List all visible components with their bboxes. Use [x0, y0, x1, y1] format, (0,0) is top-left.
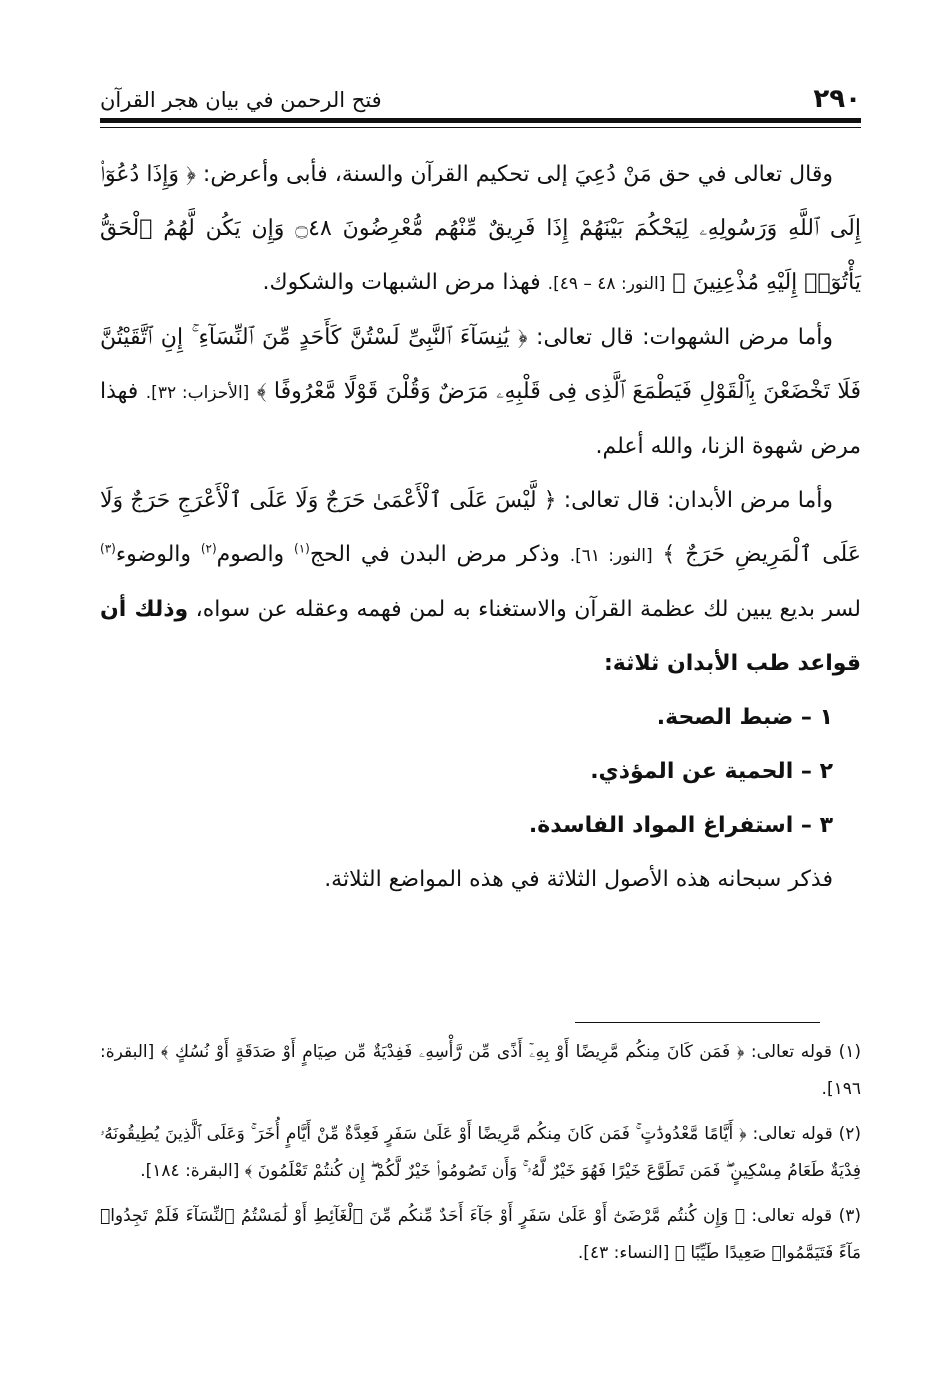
footnote — [100, 1116, 861, 1190]
quran-verse: ﴿ لَّيْسَ عَلَى ٱلْأَعْمَىٰ حَرَجٌ وَلَا عَلَى ٱلْأَعْرَجِ حَرَجٌ وَلَا عَلَى ٱلْمَرِيضِ حَرَجٌ ﴾ — [100, 488, 861, 567]
p3-text-c: والوضوء — [115, 542, 192, 567]
footnote — [100, 1198, 861, 1272]
paragraph-doubts — [100, 148, 861, 311]
footnote — [100, 1034, 861, 1108]
verse-reference: [النور: ٤٨ – ٤٩]. — [547, 274, 666, 294]
verse-reference: [الأحزاب: ٣٢]. — [145, 383, 250, 403]
header-rule-thick — [100, 118, 861, 123]
book-title: فتح الرحمن في بيان هجر القرآن — [100, 88, 382, 112]
paragraph-desires — [100, 311, 861, 474]
verse-reference: [النور: ٦١]. — [569, 546, 653, 566]
footnotes — [100, 1034, 861, 1280]
p3-bold-text: وذلك أن قواعد طب الأبدان ثلاثة: — [100, 597, 861, 676]
footnote-marker: (٢) — [200, 541, 217, 556]
footnote-separator — [575, 1022, 820, 1023]
p3-text-a: وذكر مرض البدن في الحج — [309, 542, 560, 567]
running-header — [100, 76, 861, 116]
footnote-text: قوله تعالى: ﴿ فَمَن كَانَ مِنكُم مَّرِيضًا أَوْ بِهِۦٓ أَذًى مِّن رَّأْسِهِۦ فَفِدْيَةٌ مِّن صِيَامٍ أَوْ صَدَقَةٍ أَوْ نُسُكٍ ﴾ [البقرة: ١٩٦]. — [100, 1042, 861, 1099]
footnote-text: قوله تعالى: ﴿ وَإِن كُنتُم مَّرْضَىٰٓ أَوْ عَلَىٰ سَفَرٍ أَوْ جَآءَ أَحَدٌ مِّنكُم مِّنَ ٱلْغَآئِطِ أَوْ لَٰمَسْتُمُ ٱلنِّسَآءَ فَلَمْ تَجِدُوا۟ مَآءً فَتَيَمَّمُوا۟ صَعِيدًا طَيِّبًا ﴾ [النساء: ٤٣]. — [100, 1206, 861, 1263]
rule-item: ٣ – استفراغ المواد الفاسدة. — [528, 813, 833, 838]
conclusion-paragraph: فذكر سبحانه هذه الأصول الثلاثة في هذه المواضع الثلاثة. — [324, 867, 833, 892]
header-rule-thin — [100, 127, 861, 128]
p1-conclusion: فهذا مرض الشبهات والشكوك. — [262, 270, 541, 295]
paragraph-bodies — [100, 474, 861, 691]
footnote-text: قوله تعالى: ﴿ أَيَّامًا مَّعْدُودَٰتٍ ۚ فَمَن كَانَ مِنكُم مَّرِيضًا أَوْ عَلَىٰ سَفَرٍ فَعِدَّةٌ مِّنْ أَيَّامٍ أُخَرَ ۚ وَعَلَى ٱلَّذِينَ يُطِيقُونَهُۥ فِدْيَةٌ طَعَامُ مِسْكِينٍ ۖ فَمَن تَطَوَّعَ خَيْرًا فَهُوَ خَيْرٌ لَّهُۥ ۚ وَأَن تَصُومُوا۟ خَيْرٌ لَّكُمْ ۖ إِن كُنتُمْ تَعْلَمُونَ ﴾ [البقرة: ١٨٤]. — [100, 1124, 861, 1181]
p2-intro: وأما مرض الشهوات: قال تعالى: — [536, 325, 833, 350]
footnote-number: (٣) — [838, 1206, 861, 1226]
quran-verse: ﴿ وَإِذَا دُعُوٓا۟ إِلَى ٱللَّهِ وَرَسُولِهِۦ لِيَحْكُمَ بَيْنَهُمْ إِذَا فَرِيقٌ مِّنْهُم مُّعْرِضُونَ ۝٤٨ وَإِن يَكُن لَّهُمُ ٱلْحَقُّ يَأْتُوٓا۟ إِلَيْهِ مُذْعِنِينَ ﴾ — [100, 162, 861, 295]
p2-conclusion: فهذا مرض شهوة الزنا، والله أعلم. — [100, 379, 861, 459]
quran-verse: ﴿ يَٰنِسَآءَ ٱلنَّبِىِّ لَسْتُنَّ كَأَحَدٍ مِّنَ ٱلنِّسَآءِ ۚ إِنِ ٱتَّقَيْتُنَّ فَلَا تَخْضَعْنَ بِٱلْقَوْلِ فَيَطْمَعَ ٱلَّذِى فِى قَلْبِهِۦ مَرَضٌ وَقُلْنَ قَوْلًا مَّعْرُوفًا ﴾ — [100, 325, 861, 404]
footnote-marker: (١) — [294, 541, 310, 556]
footnote-number: (١) — [838, 1042, 861, 1062]
p3-intro: وأما مرض الأبدان: قال تعالى: — [563, 488, 833, 513]
rule-item: ٢ – الحمية عن المؤذي. — [590, 759, 833, 784]
footnote-marker: (٣) — [100, 541, 116, 556]
footnote-number: (٢) — [838, 1124, 861, 1144]
page-number: ٢٩٠ — [813, 84, 861, 114]
p3-text-d: لسر بديع يبين لك عظمة القرآن والاستغناء به لمن فهمه وعقله عن سواه، — [195, 597, 861, 622]
main-text — [100, 148, 861, 907]
p3-text-b: والصوم — [216, 542, 285, 567]
rule-item: ١ – ضبط الصحة. — [656, 705, 833, 730]
p1-intro: وقال تعالى في حق مَنْ دُعِيَ إلى تحكيم القرآن والسنة، فأبى وأعرض: — [202, 162, 833, 187]
